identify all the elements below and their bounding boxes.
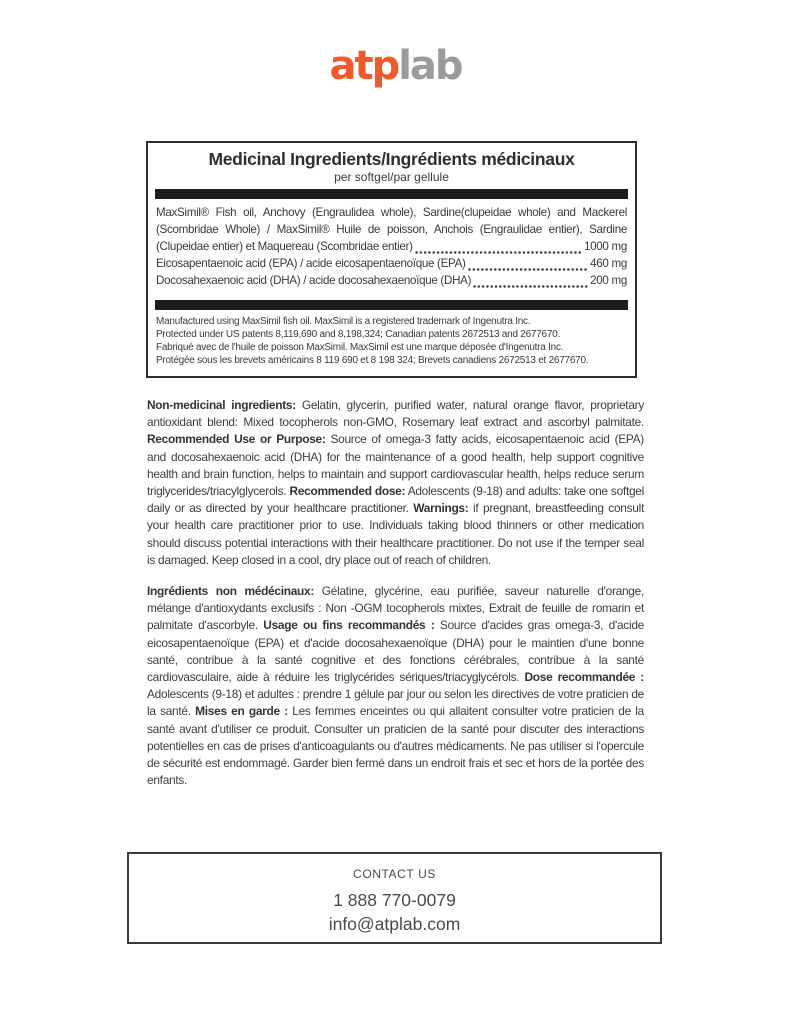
ingredient-3-name: Docosahexaenoic acid (DHA) / acide docosahexaenoïque (DHA)	[156, 273, 472, 287]
ingredient-1-line-1: MaxSimil® Fish oil, Anchovy (Engraulidea whole), Sardine(clupeidae whole) and Mackerel	[156, 206, 627, 219]
footnote-line-2: Protected under US patents 8,119,690 and 8,198,324; Canadian patents 2672513 and 2677670.	[156, 328, 561, 340]
ingredient-3-row	[156, 273, 627, 290]
en-warnings-text: if pregnant, breastfeeding consult your health care practitioner prior to use. Individuals taking blood thinners or other medication should discuss potential interactions with their healthcare practitioner. Do not use if the temper seal is damaged. Keep closed in a cool, dry place out of reach of children.	[147, 501, 644, 567]
dotted-leader	[468, 268, 589, 271]
ingredient-2-name: Eicosapentaenoic acid (EPA) / acide eicosapentaenoïque (EPA)	[156, 256, 466, 270]
logo-text-lab: lab	[398, 43, 462, 89]
patent-footnotes	[155, 310, 628, 369]
medicinal-box-subtitle: per softgel/par gellule	[334, 170, 449, 184]
ingredient-2-row	[156, 256, 627, 273]
en-recommended-dose-label: Recommended dose:	[289, 483, 406, 498]
fr-recommended-dose-label: Dose recommandée :	[524, 669, 644, 684]
en-nonmedicinal-text: Gelatin, glycerin, purified water, natural orange flavor, proprietary antioxidant blend: Mixed tocopherols non-GMO, Rosemary leaf extract and ascorbyl palmitate.	[147, 397, 645, 430]
fr-recommended-use-label: Usage ou fins recommandés :	[263, 618, 435, 633]
contact-email: info@atplab.com	[328, 914, 461, 934]
medicinal-box-title: Medicinal Ingredients/Ingrédients médicinaux	[208, 149, 575, 169]
fr-nonmedicinal-text: Gélatine, glycérine, eau purifiée, saveur naturelle d'orange, mélange d'antioxydants exclusifs : Non -OGM tocopherols mixtes, Extrait de feuille de romarin et palmitate d'ascorbyle.	[147, 583, 644, 633]
en-recommended-use-text: Source of omega-3 fatty acids, eicosapentaenoic acid (EPA) and docosahexaenoic acid (DHA) for the maintenance of a good health, help support cognitive health and brain function, helps to maintain and support cardiovascular health, helps reduce serum triglycerides/triacylglycerols.	[147, 432, 644, 498]
dotted-leader	[415, 251, 582, 254]
logo-text-atp: atp	[329, 43, 399, 89]
en-warnings-label: Warnings:	[413, 501, 469, 516]
en-nonmedicinal-label: Non-medicinal ingredients:	[147, 397, 296, 412]
atplab-logo	[0, 0, 791, 94]
footnote-line-4: Protégée sous les brevets américains 8 119 690 et 8 198 324; Brevets canadiens 2672513 et 2677670.	[156, 354, 589, 366]
divider-bar-top	[155, 189, 628, 199]
french-info-paragraph	[147, 583, 644, 789]
ingredient-list	[155, 199, 628, 295]
en-recommended-use-label: Recommended Use or Purpose:	[147, 432, 326, 447]
contact-heading: CONTACT US	[353, 867, 436, 881]
fr-warnings-label: Mises en garde :	[195, 704, 288, 719]
ingredient-1-row	[156, 239, 627, 256]
dotted-leader	[473, 285, 588, 288]
fr-nonmedicinal-label: Ingrédients non médécinaux:	[147, 583, 315, 598]
ingredient-2-amount: 460 mg	[590, 256, 627, 270]
fr-warnings-text: Les femmes enceintes ou qui allaitent consulter votre praticien de la santé avant d'utiliser ce produit. Consulter un praticien de la santé pour discuter des interactions potentielles en cas de prises d'anticoagulants ou d'autres médicaments. Ne pas utiliser si l'opercule de sécurité est endommagé. Garder bien fermé dans un endroit frais et sec et hors de la portée des enfants.	[147, 704, 644, 788]
ingredient-1-line-2: (Scombridae Whole) / MaxSimil® Huile de poisson, Anchois (Engraulidae entier), Sardine	[156, 222, 627, 236]
medicinal-ingredients-box	[146, 141, 637, 378]
fr-recommended-use-text: Source d'acides gras omega-3, d'acide eicosapentaenoïque (EPA) et d'acide docosahexaenoïque (DHA) pour le maintien d'une bonne santé, contribue à la santé cognitive et des fonctions cérébrales, contribue à la santé cardiovasculaire, aide à réduire les triglycérides sériques/triacyglycérols.	[147, 618, 644, 684]
ingredient-3-amount: 200 mg	[590, 273, 627, 287]
en-recommended-dose-text: Adolescents (9-18) and adults: take one softgel daily or as directed by your healthcare practitioner.	[147, 483, 644, 516]
footnote-line-1: Manufactured using MaxSimil fish oil. MaxSimil is a registered trademark of Ingenutra Inc.	[156, 315, 531, 327]
fr-recommended-dose-text: Adolescents (9-18) et adultes : prendre 1 gélule par jour ou selon les directives de votre praticien de la santé.	[147, 687, 644, 719]
ingredient-1-amount: 1000 mg	[583, 239, 627, 253]
contact-box	[127, 852, 662, 944]
footnote-line-3: Fabriqué avec de l'huile de poisson MaxSimil. MaxSimil est une marque déposée d'Ingenutra Inc.	[156, 341, 564, 353]
ingredient-1-name: (Clupeidae entier) et Maquereau (Scombridae entier)	[156, 239, 413, 253]
english-info-paragraph	[147, 397, 644, 569]
contact-phone: 1 888 770-0079	[333, 890, 456, 910]
divider-bar-bottom	[155, 300, 628, 310]
